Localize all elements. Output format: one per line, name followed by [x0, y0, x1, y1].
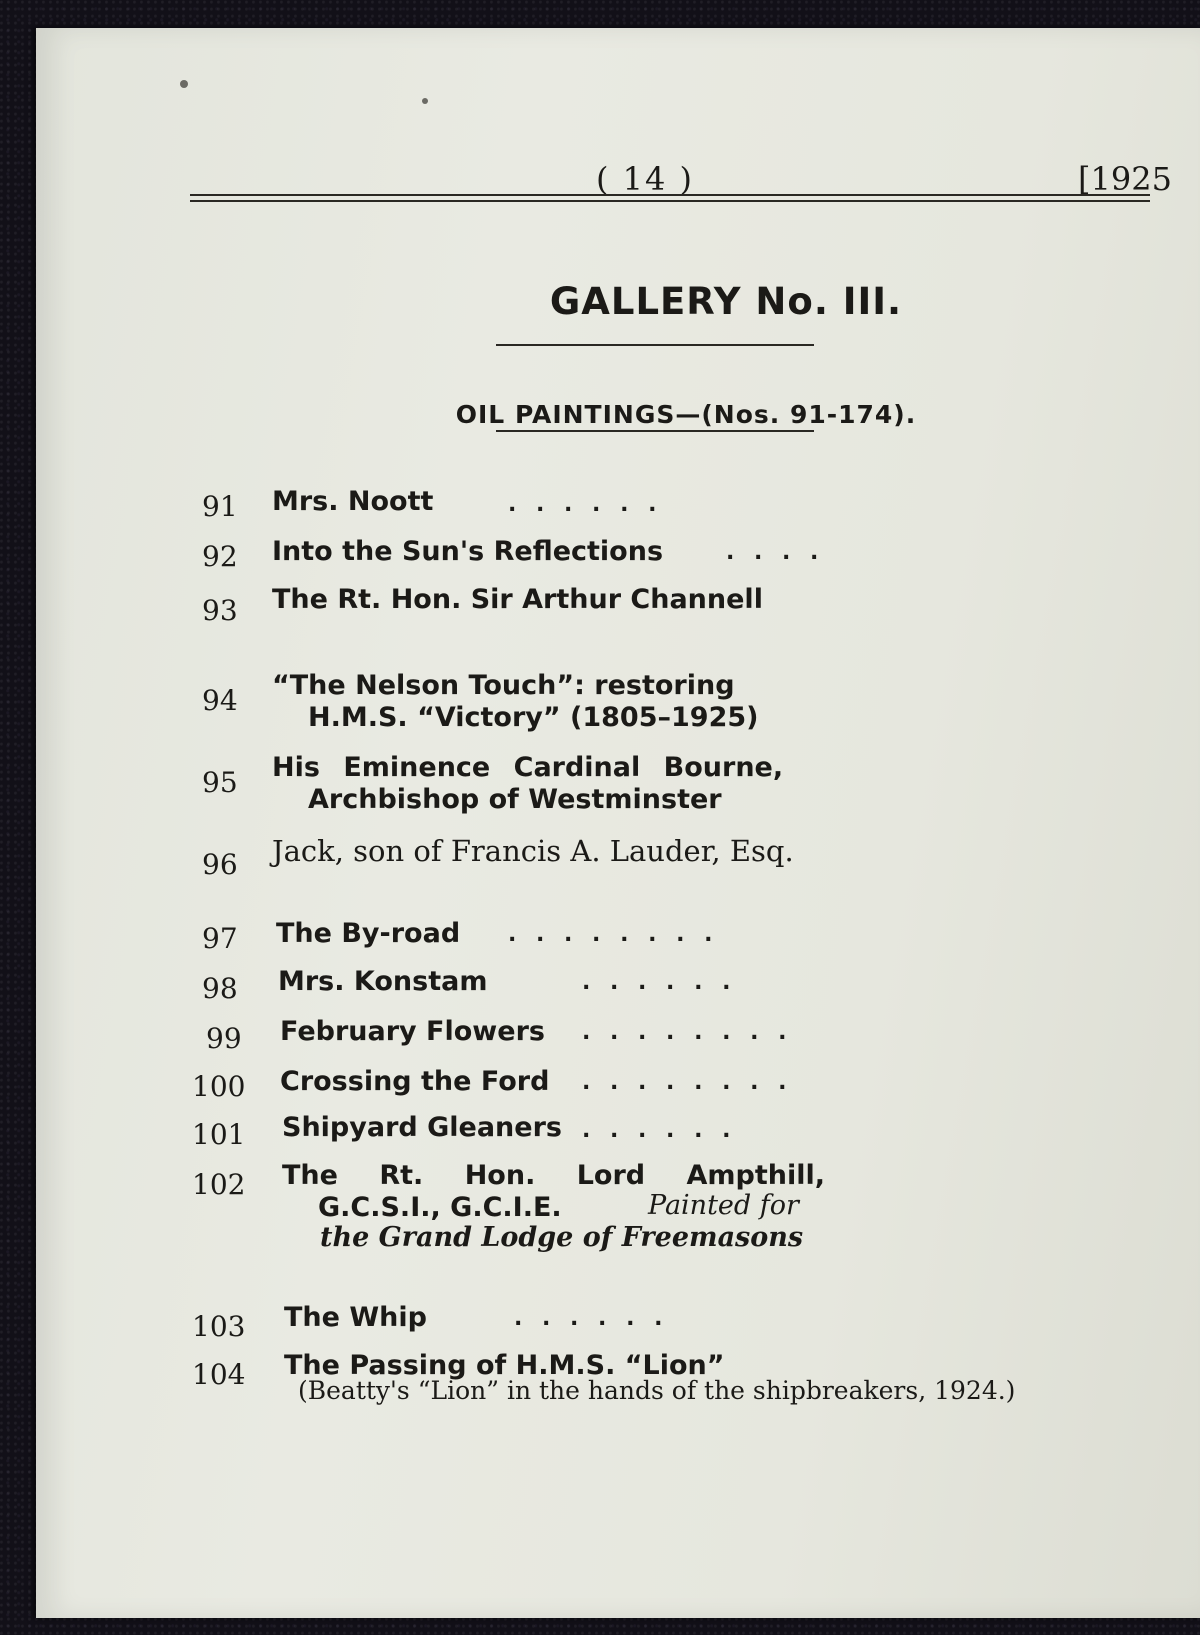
entry-note-continued: the Grand Lodge of Freemasons: [320, 1222, 804, 1253]
entry-title: Shipyard Gleaners: [282, 1112, 562, 1143]
entry-number: 97: [202, 922, 238, 955]
entry-title: Crossing the Ford: [280, 1066, 550, 1097]
leader-dots: . . . . . .: [514, 1306, 669, 1331]
entry-title-continued: H.M.S. “Victory” (1805–1925): [308, 702, 759, 733]
entry-title: The By-road: [276, 918, 461, 949]
paper-spot: [180, 80, 188, 88]
entry-title: The Rt. Hon. Sir Arthur Channell: [272, 584, 763, 615]
leader-dots: . . . . . .: [508, 492, 663, 517]
entry-number: 98: [202, 972, 238, 1005]
entry-title: “The Nelson Touch”: restoring: [272, 670, 735, 701]
entry-title-continued: G.C.S.I., G.C.I.E.: [318, 1192, 562, 1223]
header-rule-top: [190, 194, 1150, 196]
section-title: OIL PAINTINGS—(Nos. 91-174).: [455, 400, 917, 429]
page-number: ( 14 ): [596, 160, 695, 198]
year-mark: [1925: [1078, 160, 1172, 198]
entry-number: 99: [206, 1022, 242, 1055]
leader-dots: . . . . . .: [582, 1118, 737, 1143]
title-rule: [496, 344, 814, 346]
entry-title: Mrs. Konstam: [278, 966, 488, 997]
entry-note: Painted for: [648, 1190, 799, 1221]
paper-spot: [422, 98, 428, 104]
leader-dots: . . . .: [726, 540, 825, 565]
entry-number: 104: [192, 1358, 246, 1391]
entry-title: Into the Sun's Reflections: [272, 536, 664, 567]
entry-title-continued: Archbishop of Westminster: [308, 784, 722, 815]
leader-dots: . . . . . . . .: [582, 1070, 793, 1095]
entry-title: The Whip: [284, 1302, 427, 1333]
entry-number: 103: [192, 1310, 246, 1343]
entry-number: 94: [202, 684, 238, 717]
entry-number: 100: [192, 1070, 246, 1103]
entry-number: 96: [202, 848, 238, 881]
entry-number: 95: [202, 766, 238, 799]
gallery-title: GALLERY No. III.: [549, 280, 903, 323]
entry-title: The Passing of H.M.S. “Lion”: [284, 1350, 725, 1381]
leader-dots: . . . . . .: [582, 970, 737, 995]
header-rule-bottom: [190, 200, 1150, 202]
entry-title: Jack, son of Francis A. Lauder, Esq.: [272, 834, 794, 868]
leader-dots: . . . . . . . .: [582, 1020, 793, 1045]
entry-title: The Rt. Hon. Lord Ampthill,: [282, 1160, 826, 1191]
entry-number: 102: [192, 1168, 246, 1201]
footnote: (Beatty's “Lion” in the hands of the shipbreakers, 1924.): [298, 1376, 1016, 1405]
entry-title: February Flowers: [280, 1016, 545, 1047]
entry-title: His Eminence Cardinal Bourne,: [272, 752, 784, 783]
entry-number: 93: [202, 594, 238, 627]
entry-number: 101: [192, 1118, 246, 1151]
entry-number: 92: [202, 540, 238, 573]
entry-title: Mrs. Noott: [272, 486, 434, 517]
section-rule: [496, 430, 814, 432]
catalogue-page: [36, 28, 1200, 1618]
entry-number: 91: [202, 490, 238, 523]
leader-dots: . . . . . . . .: [508, 922, 719, 947]
